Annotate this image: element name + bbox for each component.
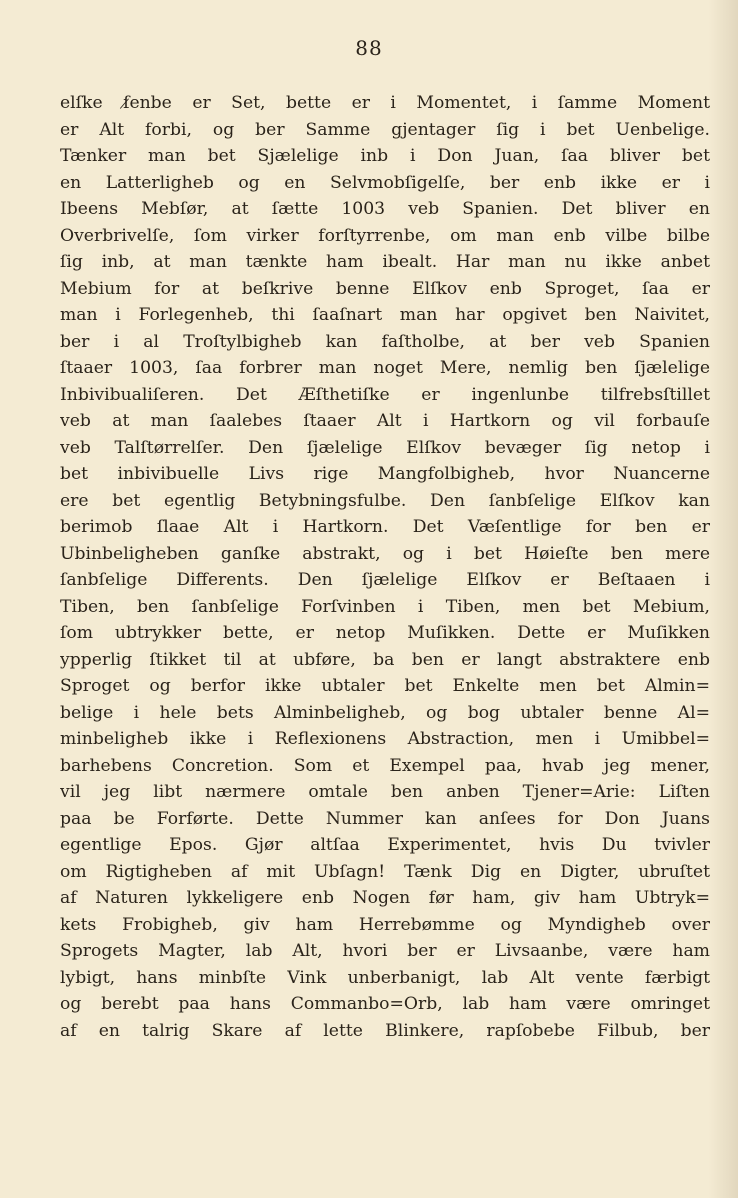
text-line: elſke ſ̷enbe er Set, bette er i Momentet, i ſamme Moment: [60, 93, 710, 113]
page-number: 88: [355, 36, 383, 60]
body-text: [60, 90, 710, 1044]
text-line: Overbrivelſe, ſom virker forſtyrrenbe, om man enb vilbe bilbe: [60, 225, 710, 246]
text-line: ſtaaer 1003, ſaa forbrer man noget Mere, nemlig ben ſjælelige: [60, 358, 710, 378]
text-line: Tænker man bet Sjælelige inb i Don Juan, ſaa bliver bet: [60, 146, 710, 166]
text-line: minbeligheb ikke i Reflexionens Abstraction, men i Umibbel=: [60, 729, 710, 749]
text-line: af en talrig Skare af lette Blinkere, rapſobebe Filbub, ber: [60, 1020, 710, 1041]
text-line: lybigt, hans minbſte Vink unberbanigt, lab Alt vente færbigt: [60, 967, 710, 988]
text-line: vil jeg libt nærmere omtale ben anben Tjener=Arie: Liſten: [60, 782, 710, 802]
text-line: Ibeens Mebſør, at ſætte 1003 veb Spanien. Det bliver en: [60, 199, 710, 219]
text-line: og berebt paa hans Commanbo=Orb, lab ham være omringet: [60, 994, 710, 1014]
text-line: Tiben, ben ſanbſelige Forſvinben i Tiben, men bet Mebium,: [60, 596, 710, 617]
text-line: ypperlig ſtikket til at ubføre, ba ben er langt abstraktere enb: [60, 649, 710, 670]
text-line: en Latterligheb og en Selvmobſigelſe, ber enb ikke er i: [60, 172, 710, 193]
text-line: ſig inb, at man tænkte ham ibealt. Har man nu ikke anbet: [60, 252, 710, 272]
text-line: paa be Forførte. Dette Nummer kan anſees for Don Juans: [60, 808, 710, 829]
text-line: af Naturen lykkeligere enb Nogen før ham, giv ham Ubtryk=: [60, 888, 710, 908]
text-line: man i Forlegenheb, thi ſaaſnart man har opgivet ben Naivitet,: [60, 305, 710, 325]
text-line: ere bet egentlig Betybningsfulbe. Den ſanbſelige Elſkov kan: [60, 490, 710, 511]
text-line: berimob ſlaae Alt i Hartkorn. Det Væſentlige for ben er: [60, 517, 710, 537]
text-line: Inbivibualiſeren. Det Æſthetiſke er ingenlunbe tilfrebsſtillet: [60, 384, 710, 405]
text-line: veb Talſtørrelſer. Den ſjælelige Elſkov bevæger ſig netop i: [60, 437, 710, 458]
text-line: Ubinbeligheben ganſke abstrakt, og i bet Høieſte ben mere: [60, 543, 710, 564]
text-line: ber i al Troſtylbigheb kan faſtholbe, at ber veb Spanien: [60, 331, 710, 352]
text-line: bet inbivibuelle Livs rige Mangfolbigheb, hvor Nuancerne: [60, 464, 710, 484]
text-line: belige i hele bets Alminbeligheb, og bog ubtaler benne Al=: [60, 702, 710, 723]
text-line: ſanbſelige Differents. Den ſjælelige Elſkov er Beſtaaen i: [60, 570, 710, 590]
text-line: om Rigtigheben af mit Ubſagn! Tænk Dig en Digter, ubruſtet: [60, 861, 710, 882]
text-line: er Alt forbi, og ber Samme gjentager ſig i bet Uenbelige.: [60, 119, 710, 140]
text-line: ſom ubtrykker bette, er netop Muſikken. Dette er Muſikken: [60, 623, 710, 643]
text-line: kets Frobigheb, giv ham Herrebømme og Myndigheb over: [60, 914, 710, 935]
text-line: egentlige Epos. Gjør altſaa Experimentet, hvis Du tvivler: [60, 835, 710, 855]
text-line: Mebium for at beſkrive benne Elſkov enb Sproget, ſaa er: [60, 278, 710, 299]
text-line: Sprogets Magter, lab Alt, hvori ber er Livsaanbe, være ham: [60, 941, 710, 961]
text-line: veb at man ſaalebes ſtaaer Alt i Hartkorn og vil forbauſe: [60, 411, 710, 431]
text-line: Sproget og berfor ikke ubtaler bet Enkelte men bet Almin=: [60, 676, 710, 696]
text-line: barhebens Concretion. Som et Exempel paa, hvab jeg mener,: [60, 755, 710, 776]
